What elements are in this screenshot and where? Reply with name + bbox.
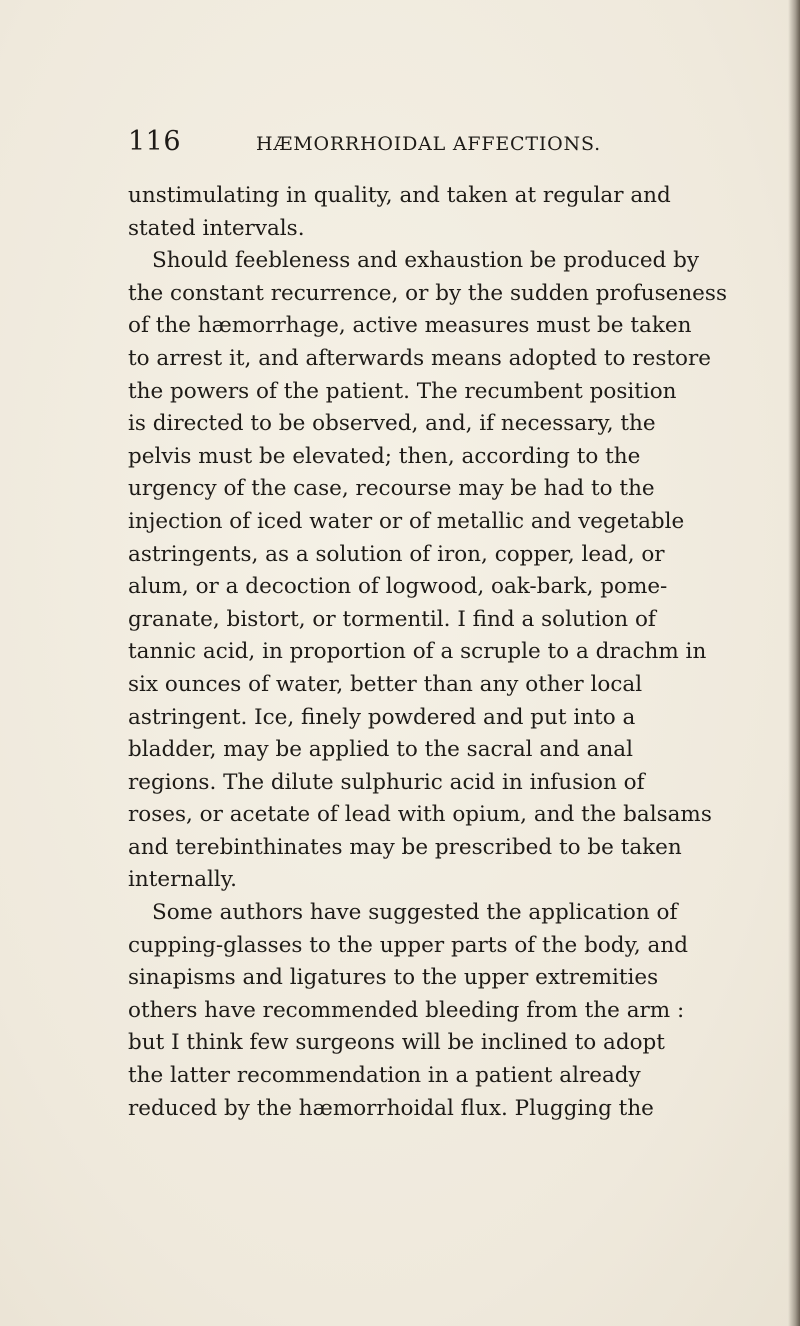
text-line: of the hæmorrhage, active measures must be taken — [128, 313, 692, 339]
text-line: roses, or acetate of lead with opium, and the balsams — [128, 802, 712, 828]
text-line: the powers of the patient. The recumbent position — [128, 378, 677, 404]
text-line: and terebinthinates may be prescribed to be taken — [128, 834, 682, 860]
text-line: sinapisms and ligatures to the upper extremities — [128, 965, 659, 991]
page-number: 116 — [128, 126, 182, 157]
text-line: is directed to be observed, and, if necessary, the — [128, 411, 656, 437]
text-line: Some authors have suggested the application of — [152, 900, 678, 926]
text-line: urgency of the case, recourse may be had to the — [128, 476, 655, 502]
text-line: the constant recurrence, or by the sudden profuseness — [128, 280, 727, 306]
text-line: astringents, as a solution of iron, copper, lead, or — [128, 541, 665, 567]
text-line: Should feebleness and exhaustion be produced by — [152, 248, 700, 274]
text-line: astringent. Ice, finely powdered and put into a — [128, 704, 636, 730]
text-line: the latter recommendation in a patient already — [128, 1063, 641, 1089]
page-header — [128, 126, 608, 166]
text-line: internally. — [128, 867, 237, 893]
text-line: alum, or a decoction of logwood, oak-bark, pome- — [128, 574, 668, 600]
text-line: cupping-glasses to the upper parts of the body, and — [128, 932, 688, 958]
body-text — [128, 180, 727, 1125]
text-line: reduced by the hæmorrhoidal flux. Plugging the — [128, 1095, 654, 1121]
text-line: tannic acid, in proportion of a scruple to a drachm in — [128, 639, 707, 665]
text-line: injection of iced water or of metallic and vegetable — [128, 508, 685, 534]
text-line: stated intervals. — [128, 215, 305, 241]
text-line: to arrest it, and afterwards means adopted to restore — [128, 345, 711, 371]
text-line: bladder, may be applied to the sacral and anal — [128, 737, 633, 763]
text-line: unstimulating in quality, and taken at regular and — [128, 183, 671, 208]
running-head: HÆMORRHOIDAL AFFECTIONS. — [256, 133, 601, 155]
text-line: regions. The dilute sulphuric acid in infusion of — [128, 769, 645, 795]
text-line: others have recommended bleeding from the arm : — [128, 997, 685, 1023]
text-line: six ounces of water, better than any other local — [128, 671, 643, 697]
text-line: granate, bistort, or tormentil. I find a solution of — [128, 606, 656, 632]
page-edge-shadow — [788, 0, 800, 1326]
text-line: but I think few surgeons will be inclined to adopt — [128, 1030, 665, 1056]
text-line: pelvis must be elevated; then, according to the — [128, 443, 641, 469]
